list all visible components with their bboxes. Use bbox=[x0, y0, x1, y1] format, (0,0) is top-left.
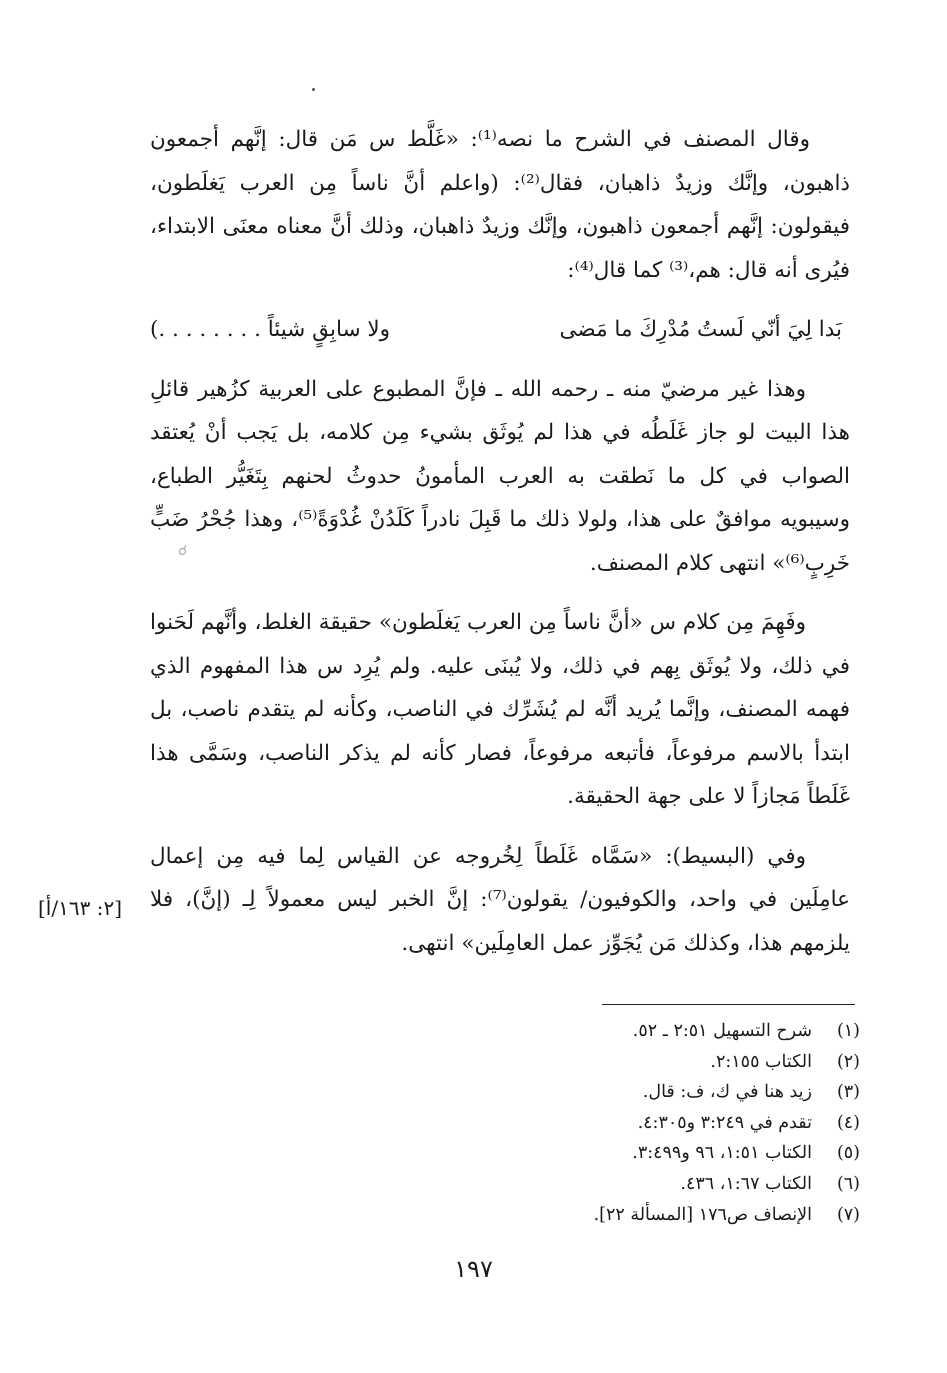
footnote-number: (٥) bbox=[836, 1143, 860, 1164]
paragraph-2: وهذا غير مرضيّ منه ـ رحمه الله ـ فإنَّ المطبوع على العربية كزُهير قائلِ هذا البيت لو جاز غَلَطُه في هذا لم يُوثَق بشيء مِن كلامه، بل يَجب أنْ يُعتقد الصواب في كل ما نَطقت به العرب المأمونُ حدوثُ لحنهم بِتَغَيُّر الطباع، وسيبويه موافقٌ على هذا، ولولا ذلك ما قَبِلَ نادراً كَلَدُنْ غُدْوَةً⁽⁵⁾، وهذا جُحْرُ ضَبٍّ خَرِبٍ⁽⁶⁾» انتهى كلام المصنف. bbox=[150, 376, 850, 576]
footnote-item bbox=[420, 1077, 860, 1108]
footnote-text: الكتاب ٢:١٥٥. bbox=[710, 1051, 812, 1072]
footnote-separator bbox=[602, 1004, 855, 1005]
footnote-number: (٤) bbox=[836, 1112, 860, 1133]
footnote-text: الكتاب ١:٦٧، ٤٣٦. bbox=[680, 1173, 812, 1194]
footnote-number: (٧) bbox=[836, 1204, 860, 1225]
verse-second-hemistich: ولا سابِقٍ شيئاً . . . . . . . .) bbox=[150, 317, 391, 342]
footnote-item bbox=[420, 1047, 860, 1078]
footnote-text: تقدم في ٣:٢٤٩ و٤:٣٠٥. bbox=[637, 1112, 812, 1133]
footnote-number: (١) bbox=[836, 1021, 860, 1041]
manuscript-folio-note: [٢: ١٦٣/أ] bbox=[38, 896, 123, 920]
page-number: ١٩٧ bbox=[454, 1255, 493, 1283]
paragraph-1: وقال المصنف في الشرح ما نصه⁽¹⁾: «غَلَّط س مَن قال: إنَّهم أجمعون ذاهبون، وإنَّك وزيدٌ ذاهبان، فقال⁽²⁾: (واعلم أنَّ ناساً مِن العرب يَغلَطون، فيقولون: إنَّهم أجمعون ذاهبون، وإنَّك وزيدٌ ذاهبان، وذلك أنَّ معناه معنَى الابتداء، فيُرى أنه قال: هم،⁽³⁾ كما قال⁽⁴⁾: bbox=[150, 127, 850, 283]
footnote-item bbox=[420, 1138, 860, 1169]
footnote-number: (٣) bbox=[836, 1082, 860, 1103]
footnote-text: زيد هنا في ك، ف: قال. bbox=[642, 1082, 812, 1103]
footnotes bbox=[420, 1016, 860, 1230]
main-text bbox=[150, 118, 850, 981]
footnote-item bbox=[420, 1016, 860, 1047]
footnote-text: شرح التسهيل ٢:٥١ ـ ٥٢. bbox=[632, 1021, 812, 1041]
speck bbox=[312, 88, 315, 91]
poetry-verse bbox=[150, 308, 850, 352]
paragraph-4: وفي (البسيط): «سَمَّاه غَلَطاً لِخُروجه عن القياس لِما فيه مِن إعمال عامِلَين في واحد، والكوفيون/ يقولون⁽⁷⁾: إنَّ الخبر ليس معمولاً لِـ (إنَّ)، فلا يلزمهم هذا، وكذلك مَن يُجَوِّز عمل العامِلَين» انتهى. bbox=[150, 843, 850, 956]
footnote-number: (٢) bbox=[836, 1051, 860, 1072]
footnote-item bbox=[420, 1200, 860, 1231]
footnote-text: الكتاب ١:٥١، ٩٦ و٣:٤٩٩. bbox=[632, 1143, 812, 1164]
verse-first-hemistich: بَدا لِيَ أنّي لَستُ مُدْرِكَ ما مَضى bbox=[559, 317, 842, 342]
footnote-item bbox=[420, 1108, 860, 1139]
footnote-text: الإنصاف ص١٧٦ [المسألة ٢٢]. bbox=[593, 1204, 812, 1225]
faint-mark: ☌ bbox=[178, 543, 188, 559]
paragraph-3: وفَهِمَ مِن كلام س «أنَّ ناساً مِن العرب يَغلَطون» حقيقة الغلط، وأنَّهم لَحَنوا في ذلك، ولا يُوثَق بِهم في ذلك، ولا يُبنَى عليه. ولم يُرِد س هذا المفهوم الذي فهمه المصنف، وإنَّما يُريد أنَّه لم يُشَرِّك في الناصب، وكأنه لم يتقدم ناصب، بل ابتدأ بالاسم مرفوعاً، فأتبعه مرفوعاً، فصار كأنه لم يذكر الناصب، وسَمَّى هذا غَلَطاً مَجازاً لا على جهة الحقيقة. bbox=[150, 610, 850, 809]
footnote-number: (٦) bbox=[836, 1173, 860, 1194]
footnote-item bbox=[420, 1169, 860, 1200]
